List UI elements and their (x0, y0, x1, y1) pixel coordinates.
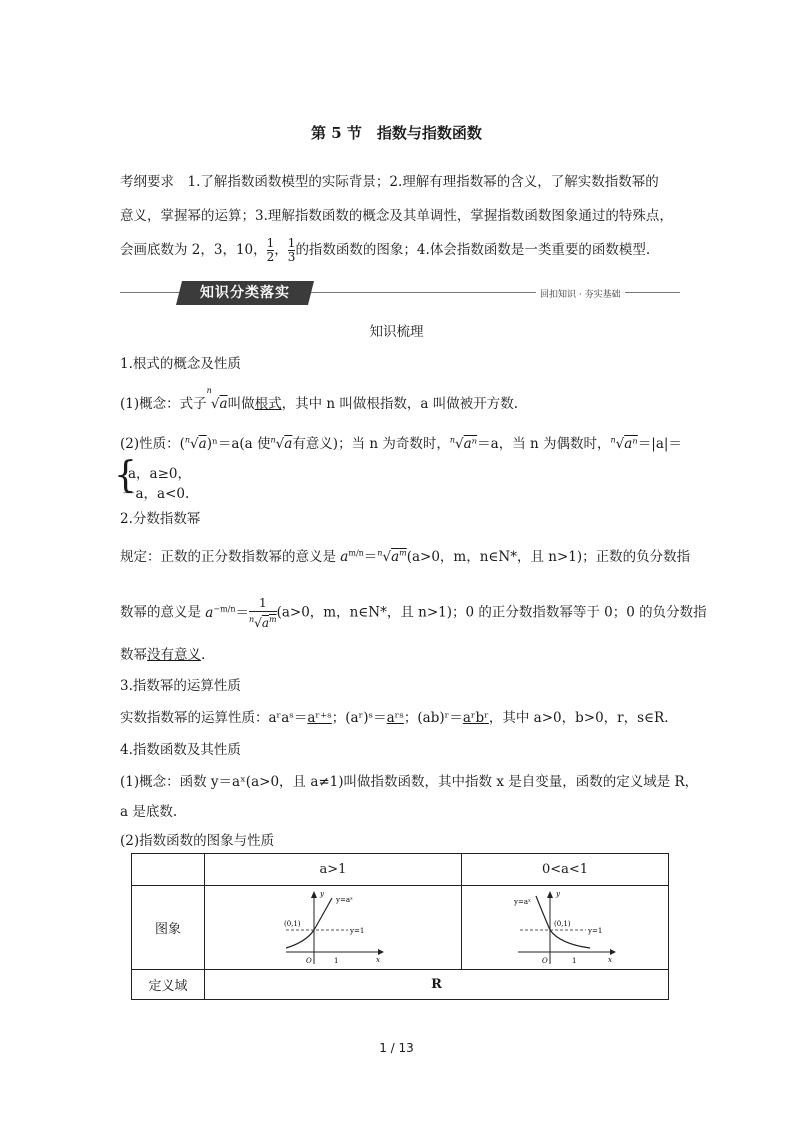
s4-heading: 4.指数函数及其性质 (120, 742, 241, 758)
svg-text:y: y (320, 889, 324, 898)
piecewise-brace: { (114, 455, 137, 496)
s1-property: (2)性质：($^n$√a)ⁿ＝a(a 使$^n$√a有意义)；当 n 为奇数时，$^n$√aⁿ＝a，当 n 为偶数时，$^n$√aⁿ＝|a|＝ (120, 435, 682, 452)
page-title: 第 5 节 指数与指数函数 (311, 124, 482, 142)
answer-1: aʳ⁺ˢ (307, 710, 332, 726)
s2-heading: 2.分数指数幂 (120, 511, 201, 527)
piecewise-case-1: a，a≥0， (128, 466, 191, 482)
s1-concept: (1)概念：式子 n √a叫做根式，其中 n 叫做根指数，a 叫做被开方数. (120, 386, 519, 412)
svg-text:y=1: y=1 (588, 926, 603, 935)
radical-n-a: n √a (206, 386, 228, 412)
svg-text:1: 1 (334, 956, 339, 965)
table-corner (132, 854, 205, 886)
s4-concept-2: a 是底数. (120, 804, 178, 820)
s1-heading: 1.根式的概念及性质 (120, 356, 241, 372)
banner-subtitle: 回扣知识 · 夯实基础 (536, 287, 625, 300)
row-label-graph: 图象 (132, 886, 205, 970)
syllabus-label: 考纲要求 (120, 174, 174, 190)
header-a-gt-1: a>1 (205, 854, 462, 886)
formula-positive-fraction-power: $a^{m/n}=^n√a^m$ (340, 548, 407, 565)
banner-label: 知识分类落实 (200, 285, 290, 301)
svg-text:x: x (376, 955, 380, 964)
graph-decreasing (510, 888, 620, 968)
page-number: 1 / 13 (379, 1041, 414, 1055)
fraction-one-third: $\frac{1}{3}$ (287, 236, 296, 264)
svg-text:x: x (608, 955, 612, 964)
fraction-one-half: $\frac{1}{2}$ (266, 236, 275, 264)
s3-heading: 3.指数幂的运算性质 (120, 678, 241, 694)
answer-2: aʳˢ (386, 710, 404, 726)
answer-3: aʳbʳ (462, 710, 489, 726)
formula-negative-fraction-power: $a^{-m/n}=$ $\frac{1}{^n√a^m}$ (205, 596, 277, 630)
svg-text:(0,1): (0,1) (554, 919, 571, 928)
section-title: 知识梳理 (369, 324, 424, 340)
graph-a-lt-1-cell (462, 886, 669, 970)
svg-text:y: y (556, 889, 560, 898)
svg-text:O: O (542, 956, 548, 965)
s2-rule-2: 数幂的意义是 $a^{-m/n}=$ $\frac{1}{^n√a^m}$ (a>0，m，n∈N*，且 n>1)；0 的正分数指数幂等于 0；0 的负分数指 (120, 596, 707, 630)
term-radical: 根式 (254, 396, 282, 412)
piecewise-case-2: －a，a<0. (122, 486, 190, 502)
s2-rule-1: 规定：正数的正分数指数幂的意义是 $a^{m/n}=^n√a^m(a>0$，m，n∈N*，且 n>1)；正数的负分数指 (120, 548, 691, 565)
svg-text:y=aˣ: y=aˣ (514, 897, 531, 906)
row-label-domain: 定义域 (132, 970, 205, 1000)
graph-increasing (278, 888, 388, 968)
s4-concept-1: (1)概念：函数 y＝aˣ(a>0，且 a≠1)叫做指数函数，其中指数 x 是自变量，函数的定义域是 R， (120, 774, 699, 790)
svg-text:y=1: y=1 (350, 926, 365, 935)
syllabus-paragraph: 考纲要求 1.了解指数函数模型的实际背景；2.理解有理指数幂的含义，了解实数指数幂的 意义，掌握幂的运算；3.理解指数函数的概念及其单调性，掌握指数函数图象通过的特殊点， 会画底数为 2，3，10， $\frac{1}{2}$ ， $\frac{1}{3}$ 的指数函数的图象；4.体会指数函数是一类重要的函数模型. (120, 174, 673, 264)
graph-a-gt-1-cell (205, 886, 462, 970)
s3-rules: 实数指数幂的运算性质：aʳaˢ＝aʳ⁺ˢ；(aʳ)ˢ＝aʳˢ；(ab)ʳ＝aʳbʳ，其中 a>0，b>0，r，s∈R. (120, 710, 669, 726)
term-undefined: 没有意义 (147, 647, 201, 663)
domain-value: R (205, 970, 669, 1000)
svg-text:(0,1): (0,1) (284, 919, 301, 928)
s4-graph-heading: (2)指数函数的图象与性质 (120, 833, 275, 849)
exp-function-table (131, 853, 669, 1000)
s2-rule-3: 数幂没有意义. (120, 647, 206, 663)
header-a-lt-1: 0<a<1 (462, 854, 669, 886)
svg-text:O: O (306, 956, 312, 965)
svg-text:1: 1 (572, 956, 577, 965)
svg-text:y=aˣ: y=aˣ (336, 895, 353, 904)
